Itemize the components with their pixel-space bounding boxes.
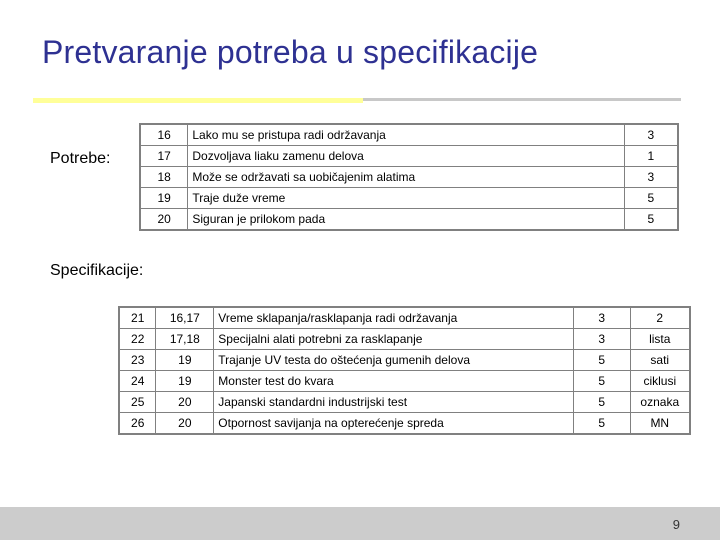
spec-text: Japanski standardni industrijski test — [214, 392, 574, 413]
spec-needs: 16,17 — [156, 307, 214, 329]
table-row — [119, 413, 690, 435]
need-text: Lako mu se pristupa radi održavanja — [188, 124, 624, 146]
need-importance: 5 — [624, 188, 678, 209]
need-number: 18 — [140, 167, 188, 188]
need-importance: 3 — [624, 124, 678, 146]
spec-needs: 20 — [156, 413, 214, 435]
spec-unit: oznaka — [630, 392, 690, 413]
spec-unit: sati — [630, 350, 690, 371]
table-row — [140, 209, 678, 231]
spec-importance: 5 — [573, 371, 630, 392]
spec-importance: 5 — [573, 350, 630, 371]
specs-label: Specifikacije: — [50, 262, 144, 279]
spec-text: Specijalni alati potrebni za rasklapanje — [214, 329, 574, 350]
table-row — [119, 307, 690, 329]
needs-table — [139, 123, 679, 231]
spec-number: 22 — [119, 329, 156, 350]
need-text: Traje duže vreme — [188, 188, 624, 209]
spec-needs: 20 — [156, 392, 214, 413]
need-text: Siguran je prilokom pada — [188, 209, 624, 231]
need-number: 19 — [140, 188, 188, 209]
spec-needs: 19 — [156, 350, 214, 371]
table-row — [119, 350, 690, 371]
spec-number: 21 — [119, 307, 156, 329]
table-row — [140, 188, 678, 209]
table-row — [119, 371, 690, 392]
spec-unit: MN — [630, 413, 690, 435]
need-text: Dozvoljava liaku zamenu delova — [188, 146, 624, 167]
need-importance: 5 — [624, 209, 678, 231]
need-number: 17 — [140, 146, 188, 167]
spec-text: Vreme sklapanja/rasklapanja radi održavanja — [214, 307, 574, 329]
spec-text: Otpornost savijanja na opterećenje spreda — [214, 413, 574, 435]
title-underline-accent — [33, 98, 363, 103]
need-number: 16 — [140, 124, 188, 146]
spec-unit: lista — [630, 329, 690, 350]
specs-table — [118, 306, 691, 435]
spec-needs: 19 — [156, 371, 214, 392]
spec-needs: 17,18 — [156, 329, 214, 350]
table-row — [119, 329, 690, 350]
spec-text: Monster test do kvara — [214, 371, 574, 392]
spec-importance: 5 — [573, 392, 630, 413]
spec-unit: 2 — [630, 307, 690, 329]
need-number: 20 — [140, 209, 188, 231]
table-row — [119, 392, 690, 413]
needs-label: Potrebe: — [50, 150, 111, 167]
page-number: 9 — [672, 517, 680, 532]
spec-number: 26 — [119, 413, 156, 435]
table-row — [140, 124, 678, 146]
need-text: Može se održavati sa uobičajenim alatima — [188, 167, 624, 188]
table-row — [140, 167, 678, 188]
spec-number: 24 — [119, 371, 156, 392]
need-importance: 1 — [624, 146, 678, 167]
spec-unit: ciklusi — [630, 371, 690, 392]
spec-number: 25 — [119, 392, 156, 413]
slide-title: Pretvaranje potreba u specifikacije — [42, 34, 539, 70]
table-row — [140, 146, 678, 167]
title-underline — [363, 98, 681, 101]
spec-text: Trajanje UV testa do oštećenja gumenih delova — [214, 350, 574, 371]
footer-bar — [0, 507, 720, 540]
spec-importance: 3 — [573, 307, 630, 329]
spec-number: 23 — [119, 350, 156, 371]
need-importance: 3 — [624, 167, 678, 188]
spec-importance: 3 — [573, 329, 630, 350]
spec-importance: 5 — [573, 413, 630, 435]
